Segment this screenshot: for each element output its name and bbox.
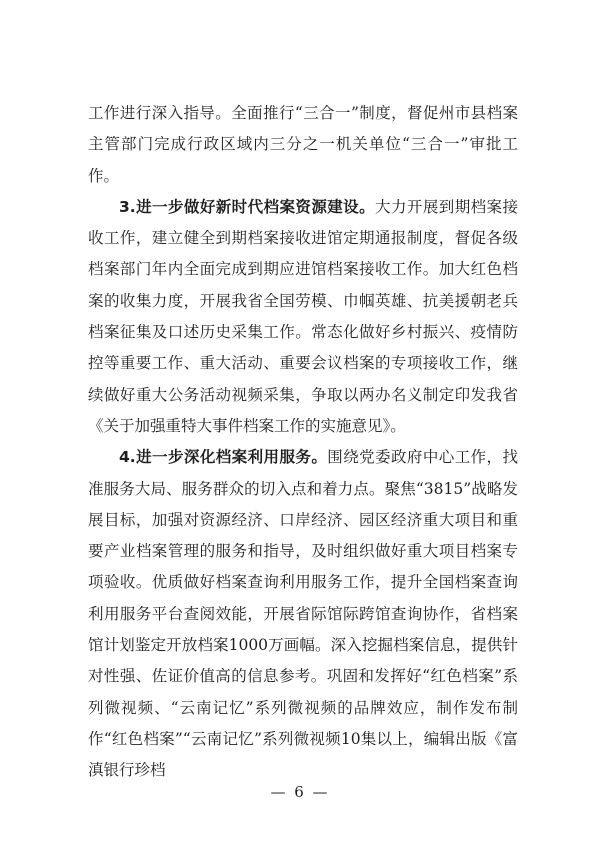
paragraph-3-heading: 3.进一步做好新时代档案资源建设。 <box>119 197 376 216</box>
paragraph-4 <box>88 442 518 786</box>
paragraph-3-text: 大力开展到期档案接收工作，建立健全到期档案接收进馆定期通报制度，督促各级档案部门年内全面完成到期应进馆档案接收工作。加大红色档案的收集力度，开展我省全国劳模、巾帼英雄、抗美援朝老兵档案征集及口述历史采集工作。常态化做好乡村振兴、疫情防控等重要工作、重大活动、重要会议档案的专项接收工作，继续做好重大公务活动视频采集，争取以两办名义制定印发我省《关于加强重特大事件档案工作的实施意见》。 <box>88 197 518 435</box>
paragraph-continuation: 工作进行深入指导。全面推行“三合一”制度，督促州市县档案主管部门完成行政区域内三分之一机关单位“三合一”审批工作。 <box>88 104 518 185</box>
paragraph-4-heading: 4.进一步深化档案利用服务。 <box>119 448 328 467</box>
paragraph-3 <box>88 192 518 442</box>
paragraph-4-text: 围绕党委政府中心工作，找准服务大局、服务群众的切入点和着力点。聚焦“3815”战略发展目标，加强对资源经济、口岸经济、园区经济重大项目和重要产业档案管理的服务和指导，及时组织做好重大项目档案专项验收。优质做好档案查询利用服务工作，提升全国档案查询利用服务平台查阅效能，开展省际馆际跨馆查询协作，省档案馆计划鉴定开放档案1000万画幅。深入挖掘档案信息，提供针对性强、佐证价值高的信息参考。巩固和发挥好“红色档案”系列微视频、“云南记忆”系列微视频的品牌效应，制作发布制作“红色档案”“云南记忆”系列微视频10集以上，编辑出版《富滇银行珍档 <box>88 448 518 780</box>
document-body <box>88 98 518 787</box>
page-number: — 6 — <box>270 783 330 801</box>
